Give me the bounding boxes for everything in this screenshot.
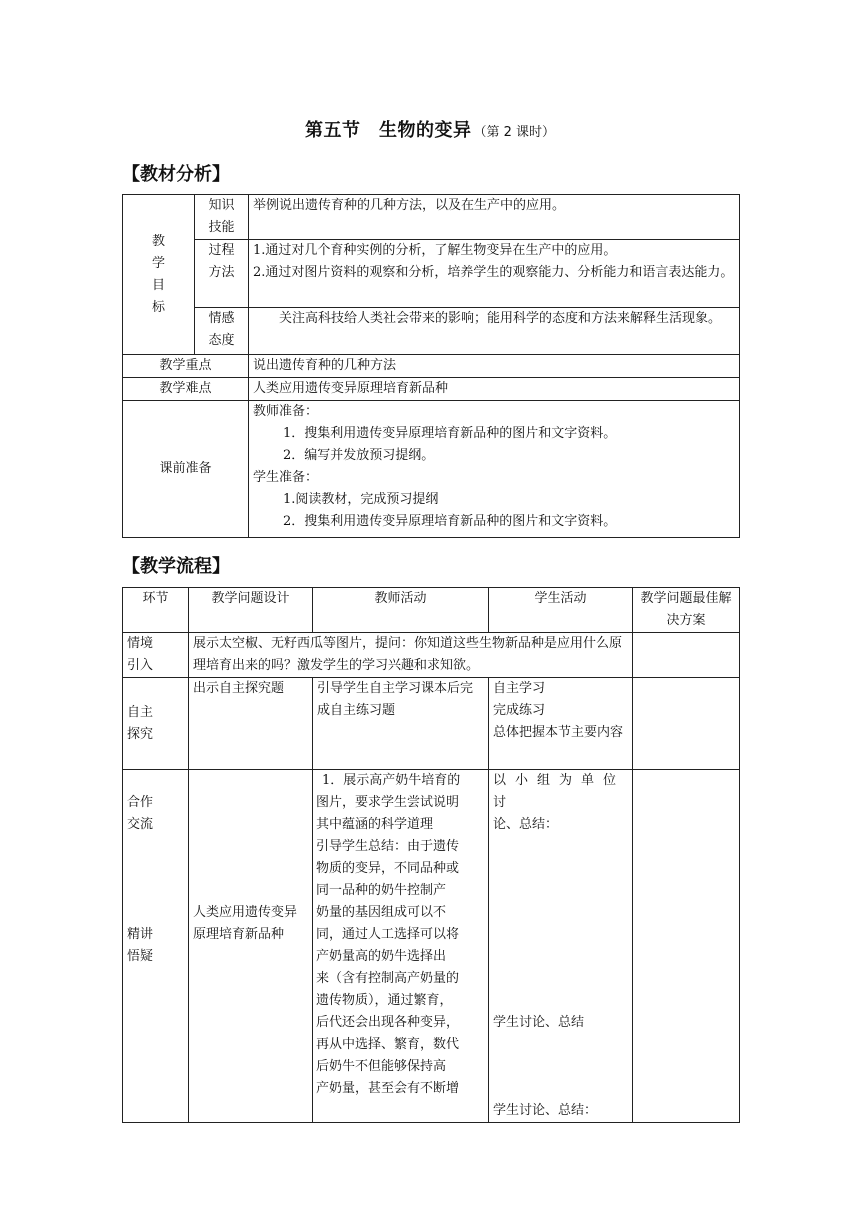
header-stage: 环节 — [123, 588, 189, 633]
goal-label-attitude: 情感态度 — [195, 308, 249, 355]
self-study-teacher: 引导学生自主学习课本后完成自主练习题 — [313, 678, 489, 770]
title-main: 第五节 生物的变异 — [304, 120, 472, 141]
coop-teacher-line: 图片，要求学生尝试说明 — [316, 795, 460, 810]
intro-text: 展示太空椒、无籽西瓜等图片，提问：你知道这些生物新品种是应用什么原理培育出来的吗？激发学生的学习兴趣和求知欲。 — [189, 633, 633, 678]
coop-teacher-line: 同，通过人工选择可以将 — [316, 927, 460, 942]
coop-solution — [633, 770, 740, 1123]
section-heading-analysis: 【教材分析】 — [122, 164, 230, 185]
coop-teacher-line: 后代还会出现各种变异， — [316, 1015, 460, 1030]
student-prep-item: 2．搜集利用遗传变异原理培育新品种的图片和文字资料。 — [283, 514, 617, 529]
intro-solution — [633, 633, 740, 678]
coop-student-discuss: 学生讨论、总结 — [493, 1015, 585, 1030]
self-study-student-line: 完成练习 — [493, 703, 546, 718]
coop-student-discuss: 学生讨论、总结： — [493, 1103, 598, 1118]
key-point-text: 说出遗传育种的几种方法 — [249, 355, 740, 378]
prep-label: 课前准备 — [123, 401, 249, 538]
header-student: 学生活动 — [489, 588, 633, 633]
student-prep-label: 学生准备： — [253, 470, 319, 485]
teacher-prep-item: 2．编写并发放预习提纲。 — [283, 448, 435, 463]
title-sub: （第 2 课时） — [473, 125, 556, 140]
goal-text-attitude — [249, 308, 740, 355]
goal-process-line: 2.通过对图片资料的观察和分析，培养学生的观察能力、分析能力和语言表达能力。 — [253, 265, 734, 280]
goals-char: 目 — [151, 277, 165, 293]
stage-intro: 情境引入 — [123, 633, 189, 678]
header-teacher: 教师活动 — [313, 588, 489, 633]
coop-teacher-line: 后奶牛不但能够保持高 — [316, 1059, 447, 1074]
self-study-student — [489, 678, 633, 770]
coop-teacher — [313, 770, 489, 1123]
stage-coop-2: 精讲悟疑 — [127, 927, 154, 964]
analysis-table — [122, 194, 740, 538]
coop-student-line: 以小组为单位讨 — [493, 773, 626, 810]
goals-char: 教 — [151, 233, 165, 249]
goals-char: 学 — [151, 255, 165, 271]
prep-content — [249, 401, 740, 538]
difficulty-label: 教学难点 — [123, 378, 249, 401]
coop-teacher-line: 1．展示高产奶牛培育的 — [322, 773, 461, 788]
coop-teacher-line: 再从中选择、繁育，数代 — [316, 1037, 460, 1052]
self-study-student-line: 总体把握本节主要内容 — [493, 725, 624, 740]
self-study-solution — [633, 678, 740, 770]
goal-label-knowledge: 知识技能 — [195, 195, 249, 240]
coop-student-line: 论、总结： — [493, 817, 559, 832]
teacher-prep-label: 教师准备： — [253, 404, 319, 419]
teacher-prep-item: 1．搜集利用遗传变异原理培育新品种的图片和文字资料。 — [283, 426, 617, 441]
page-title — [0, 116, 860, 142]
coop-teacher-line: 奶量的基因组成可以不 — [316, 905, 447, 920]
difficulty-text: 人类应用遗传变异原理培育新品种 — [249, 378, 740, 401]
coop-teacher-line: 其中蕴涵的科学道理 — [316, 817, 434, 832]
stage-coop — [123, 770, 189, 1123]
coop-teacher-line: 遗传物质），通过繁育， — [316, 993, 453, 1008]
header-question: 教学问题设计 — [189, 588, 313, 633]
header-solution: 教学问题最佳解决方案 — [633, 588, 740, 633]
goal-text-process — [249, 240, 740, 308]
coop-question — [189, 770, 313, 1123]
goal-label-process: 过程方法 — [195, 240, 249, 308]
process-table — [122, 587, 740, 1123]
coop-teacher-line: 产奶量，甚至会有不断增 — [316, 1081, 460, 1096]
stage-coop-1: 合作交流 — [127, 795, 154, 832]
coop-student — [489, 770, 633, 1123]
self-study-question: 出示自主探究题 — [189, 678, 313, 770]
goals-label — [123, 195, 195, 355]
goal-attitude-text: 关注高科技给人类社会带来的影响；能用科学的态度和方法来解释生活现象。 — [279, 311, 722, 326]
coop-teacher-line: 产奶量高的奶牛选择出 — [316, 949, 447, 964]
student-prep-item: 1.阅读教材，完成预习提纲 — [283, 492, 439, 507]
section-heading-process: 【教学流程】 — [122, 556, 230, 577]
stage-self-study: 自主探究 — [123, 678, 189, 770]
goal-process-line: 1.通过对几个育种实例的分析，了解生物变异在生产中的应用。 — [253, 243, 617, 258]
goal-text-knowledge: 举例说出遗传育种的几种方法，以及在生产中的应用。 — [249, 195, 740, 240]
coop-teacher-line: 引导学生总结：由于遗传 — [316, 839, 460, 854]
key-point-label: 教学重点 — [123, 355, 249, 378]
coop-teacher-line: 同一品种的奶牛控制产 — [316, 883, 447, 898]
coop-teacher-line: 来（含有控制高产奶量的 — [316, 971, 460, 986]
coop-question-text: 人类应用遗传变异原理培育新品种 — [193, 905, 298, 942]
self-study-student-line: 自主学习 — [493, 681, 546, 696]
coop-teacher-line: 物质的变异，不同品种或 — [316, 861, 460, 876]
goals-char: 标 — [151, 299, 165, 315]
